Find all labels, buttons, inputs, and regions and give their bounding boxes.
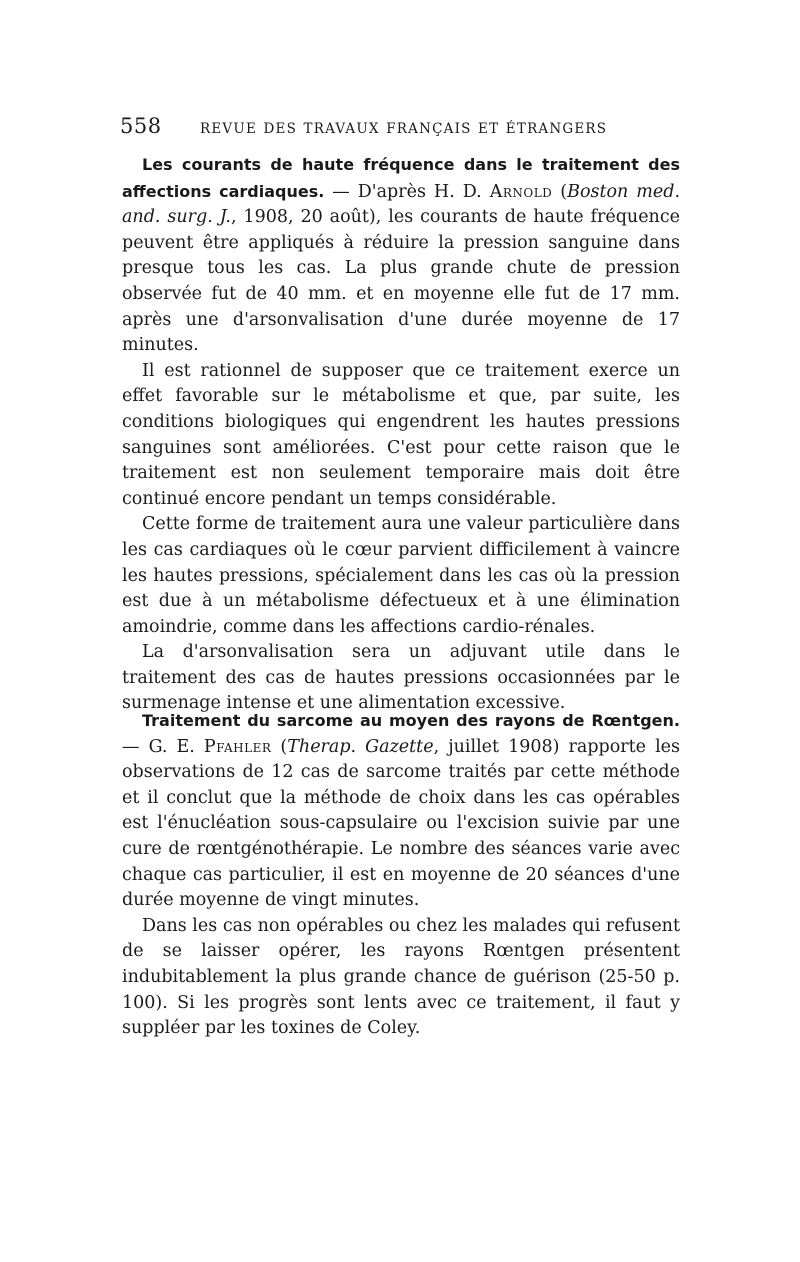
title-dash: — [324, 181, 358, 202]
article-high-frequency-currents [122, 152, 680, 717]
body-paragraph: Il est rationnel de supposer que ce traitement exerce un effet favorable sur le métabolisme et que, par suite, les conditions biologiques qui engendrent les hautes pressions sanguines sont améliorées. C'est pour cette raison que le traitement est non seulement temporaire mais doit être continué encore pendant un temps considérable. [122, 360, 680, 509]
body-paragraph: La d'arsonvalisation sera un adjuvant utile dans le traitement des cas de hautes pressions occasionnées par le surmenage intense et une alimentation excessive. [122, 642, 680, 714]
article-lead-paragraph [122, 152, 680, 359]
byline-prefix: G. E. [148, 736, 204, 757]
journal-source: Therap. Gazette [287, 736, 434, 757]
source-open: ( [271, 736, 288, 757]
article-sarcoma-treatment [122, 708, 680, 1042]
author-name: Pfahler [203, 736, 272, 757]
journal-source: Boston med. and. surg. J. [122, 181, 681, 228]
author-name: Arnold [489, 181, 553, 202]
byline-prefix: D'après H. D. [357, 181, 490, 202]
body-paragraph: Cette forme de traitement aura une valeur particulière dans les cas cardiaques où le cœur parvient difficilement à vaincre les hautes pressions, spécialement dans les cas où la pression est due à un métabolisme défectueux et à une élimination amoindrie, comme dans les affections cardio-rénales. [122, 514, 680, 637]
article-lead-paragraph [122, 708, 680, 914]
lead-text: , 1908, 20 août), les courants de haute fréquence peuvent être appliqués à réduire la pression sanguine dans presque tous les cas. La plus grande chute de pression observée fut de 40 mm. et en moyenne elle fut de 17 mm. après une d'arsonvalisation d'une durée moyenne de 17 minutes. [122, 207, 680, 356]
page-number: 558 [120, 114, 162, 138]
lead-text: , juillet 1908) rapporte les observations de 12 cas de sarcome traités par cette méthode et il conclut que la méthode de choix dans les cas opérables est l'énucléation sous-capsulaire ou l'excision suivie par une cure de rœntgénothérapie. Le nombre des séances varie avec chaque cas particulier, il est en moyenne de 20 séances d'une durée moyenne de vingt minutes. [122, 736, 680, 911]
article-title: Traitement du sarcome au moyen des rayons de Rœntgen. [142, 711, 680, 730]
source-open: ( [552, 181, 568, 202]
title-dash: — [122, 736, 149, 757]
body-paragraph: Dans les cas non opérables ou chez les malades qui refusent de se laisser opérer, les rayons Rœntgen présentent indubitablement la plus grande chance de guérison (25-50 p. 100). Si les progrès sont lents avec ce traitement, il faut y suppléer par les toxines de Coley. [122, 915, 680, 1039]
article-title: Les courants de haute fréquence dans le traitement des affections cardiaques. [122, 155, 680, 201]
running-title: REVUE DES TRAVAUX FRANÇAIS ET ÉTRANGERS [200, 121, 608, 137]
running-head [120, 114, 680, 140]
